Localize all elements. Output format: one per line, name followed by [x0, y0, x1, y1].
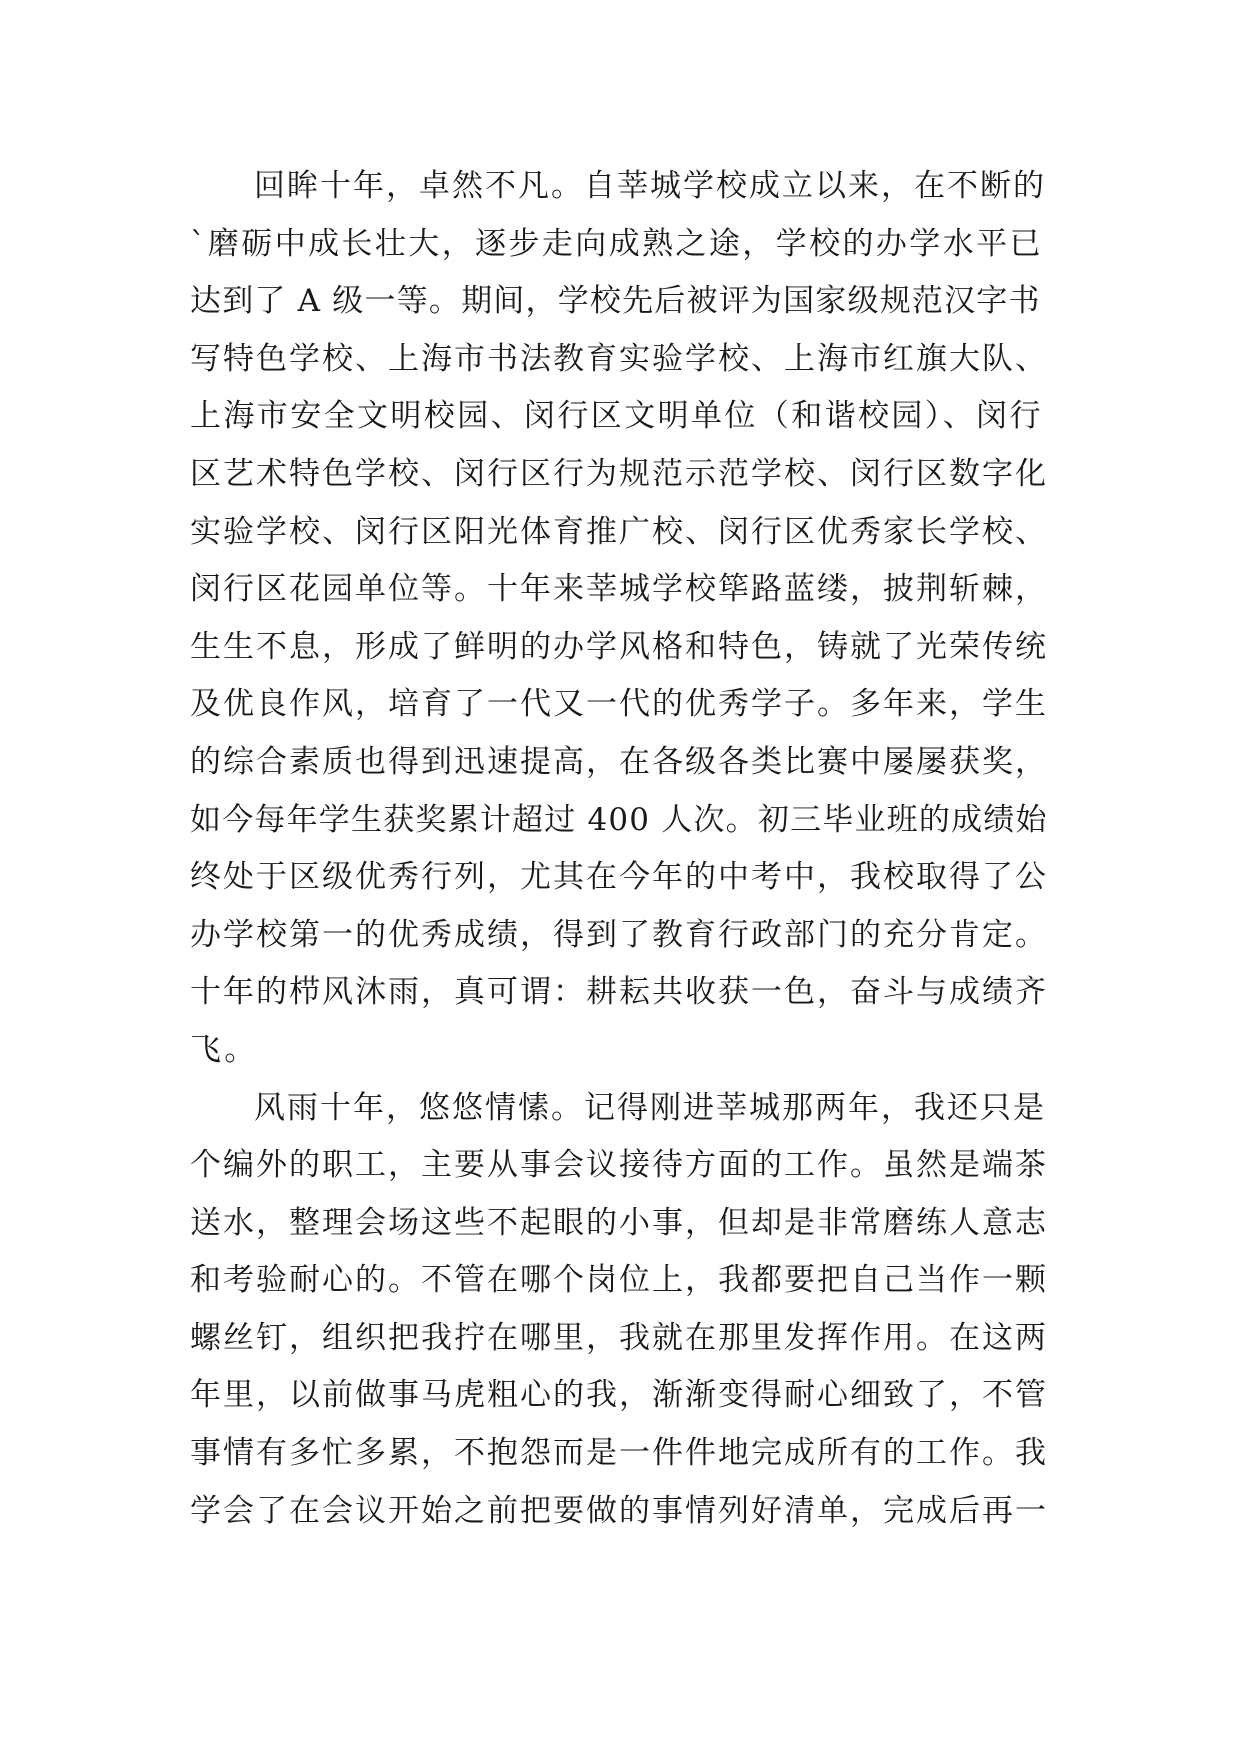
text-line: `磨砺中成长壮大，逐步走向成熟之途，学校的办学水平已 — [190, 225, 1043, 262]
text-line: 个编外的职工，主要从事会议接待方面的工作。虽然是端茶 — [190, 1147, 1048, 1184]
text-line: 和考验耐心的。不管在哪个岗位上，我都要把自己当作一颗 — [190, 1262, 1048, 1299]
text-line: 事情有多忙多累，不抱怨而是一件件地完成所有的工作。我 — [190, 1435, 1048, 1472]
text-line: 十年的栉风沐雨，真可谓：耕耘共收获一色，奋斗与成绩齐 — [190, 974, 1048, 1011]
text-line: 螺丝钉，组织把我拧在哪里，我就在那里发挥作用。在这两 — [190, 1319, 1048, 1356]
text-line: 年里，以前做事马虎粗心的我，渐渐变得耐心细致了，不管 — [190, 1377, 1048, 1414]
text-line: 实验学校、闵行区阳光体育推广校、闵行区优秀家长学校、 — [190, 513, 1048, 550]
text-line: 终处于区级优秀行列，尤其在今年的中考中，我校取得了公 — [190, 859, 1048, 896]
text-line: 闵行区花园单位等。十年来莘城学校筚路蓝缕，披荆斩棘， — [190, 571, 1048, 608]
text-line: 如今每年学生获奖累计超过 400 人次。初三毕业班的成绩始 — [190, 801, 1048, 838]
text-line: 写特色学校、上海市书法教育实验学校、上海市红旗大队、 — [190, 340, 1048, 377]
text-line: 达到了 A 级一等。期间，学校先后被评为国家级规范汉字书 — [190, 283, 1041, 320]
document-body — [190, 158, 1050, 1540]
paragraph-2 — [190, 1080, 1050, 1541]
text-line: 区艺术特色学校、闵行区行为规范示范学校、闵行区数字化 — [190, 455, 1048, 492]
text-line: 办学校第一的优秀成绩，得到了教育行政部门的充分肯定。 — [190, 916, 1048, 953]
text-line: 生生不息，形成了鲜明的办学风格和特色，铸就了光荣传统 — [190, 628, 1048, 665]
text-line: 及优良作风，培育了一代又一代的优秀学子。多年来，学生 — [190, 686, 1048, 723]
text-line: 送水，整理会场这些不起眼的小事，但却是非常磨练人意志 — [190, 1204, 1048, 1241]
text-line: 风雨十年，悠悠情愫。记得刚进莘城那两年，我还只是 — [254, 1089, 1046, 1126]
text-line: 飞。 — [190, 1031, 259, 1068]
text-line: 上海市安全文明校园、闵行区文明单位（和谐校园）、闵行 — [190, 398, 1043, 435]
text-line: 学会了在会议开始之前把要做的事情列好清单，完成后再一 — [190, 1492, 1048, 1529]
text-line: 回眸十年，卓然不凡。自莘城学校成立以来，在不断的 — [254, 168, 1046, 204]
text-line: 的综合素质也得到迅速提高，在各级各类比赛中屡屡获奖， — [190, 743, 1048, 780]
paragraph-1 — [190, 158, 1050, 1080]
